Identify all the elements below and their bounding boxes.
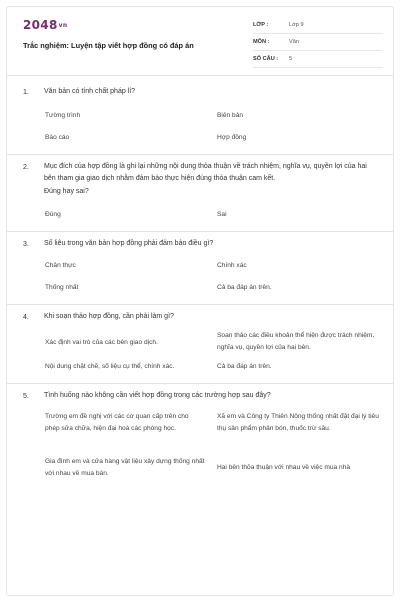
worksheet-meta: [253, 19, 383, 70]
question-number: 5.: [23, 393, 29, 400]
answer-option[interactable]: Xã em và Công ty Thiên Nông thống nhất đặt đại lý tiêu thụ sản phẩm phân bón, thuốc trừ sâu.: [217, 413, 379, 432]
answer-option[interactable]: Cả ba đáp án trên.: [217, 284, 272, 291]
question-number: 4.: [23, 314, 29, 321]
question-1: [7, 76, 393, 155]
answer-option[interactable]: Chính xác: [217, 262, 247, 269]
answer-option[interactable]: Tường trình: [45, 112, 81, 119]
answer-option[interactable]: Gia đình em và cửa hàng vật liệu xây dựng thống nhất với nhau về mua bán.: [45, 458, 205, 477]
question-4: [7, 305, 393, 384]
question-text: Số liệu trong văn bản hợp đồng phải đảm bảo điều gì?: [44, 240, 214, 247]
site-logo[interactable]: [23, 18, 67, 32]
answer-option[interactable]: Đúng: [45, 211, 61, 218]
answer-option[interactable]: Báo cáo: [45, 134, 70, 141]
answer-option[interactable]: Hai bên thỏa thuận với nhau về việc mua nhà: [217, 464, 350, 471]
page-title: Trắc nghiệm: Luyện tập viết hợp đồng có đáp án: [23, 41, 194, 50]
meta-label: SỐ CÂU :: [253, 56, 279, 62]
answer-option[interactable]: Sai: [217, 211, 227, 218]
answer-option[interactable]: Biên bản: [217, 112, 244, 119]
answer-option[interactable]: Thống nhất: [45, 284, 79, 291]
meta-label: MÔN :: [253, 39, 270, 45]
question-text: Khi soạn thảo hợp đồng, cần phải làm gì?: [44, 313, 174, 320]
meta-row-question-count: [253, 53, 383, 68]
question-list: [7, 76, 393, 494]
question-5: [7, 384, 393, 494]
question-2: [7, 155, 393, 232]
logo-text: 2048: [23, 18, 58, 32]
answer-option[interactable]: Chân thực: [45, 262, 76, 269]
answer-option[interactable]: Trường em đề nghị với các cơ quan cấp trên cho phép sửa chữa, hiện đại hoá các phòng học.: [45, 413, 189, 432]
answer-option[interactable]: Nội dung chặt chẽ, số liệu cụ thể, chính xác.: [45, 363, 175, 370]
logo-suffix: vn: [58, 22, 68, 29]
question-3: [7, 232, 393, 305]
question-text: Tình huống nào không cần viết hợp đồng trong các trường hợp sau đây?: [44, 392, 271, 399]
question-number: 3.: [23, 241, 29, 248]
worksheet-page: [6, 6, 394, 596]
question-number: 2.: [23, 164, 29, 171]
meta-value: Văn: [289, 39, 299, 45]
meta-row-class: [253, 19, 383, 34]
answer-option[interactable]: Hợp đồng: [217, 134, 247, 141]
question-prompt: Đúng hay sai?: [44, 188, 89, 195]
meta-value: 5: [289, 56, 293, 62]
answer-option[interactable]: Xác định vai trò của các bên giao dịch.: [45, 339, 158, 346]
meta-value: Lớp 9: [289, 22, 304, 28]
question-number: 1.: [23, 89, 29, 96]
meta-label: LỚP :: [253, 22, 269, 28]
question-text: Mục đích của hợp đồng là ghi lại những nội dung thỏa thuận về trách nhiệm, nghĩa vụ, quyền lợi của hai bên tham gia giao dịch nhằm đảm bảo thực hiện đúng thỏa thuận cam kết.: [44, 163, 367, 182]
worksheet-header: [7, 7, 393, 76]
answer-option[interactable]: Soạn thảo các điều khoản thể hiện được trách nhiệm, nghĩa vụ, quyền lợi của hai bên.: [217, 332, 375, 351]
meta-row-subject: [253, 36, 383, 51]
question-text: Văn bản có tính chất pháp lí?: [44, 88, 136, 95]
answer-option[interactable]: Cả ba đáp án trên.: [217, 363, 272, 370]
